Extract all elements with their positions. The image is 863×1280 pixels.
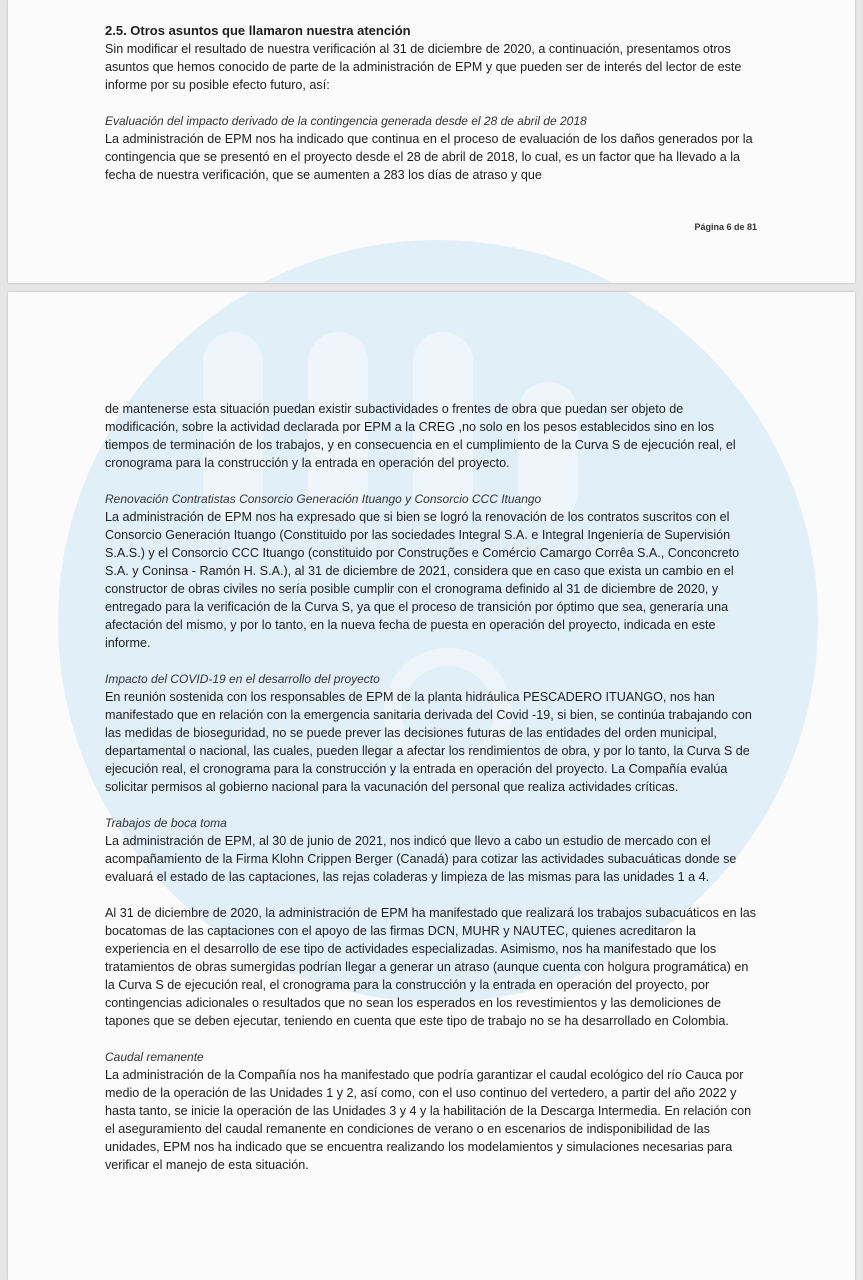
- subsection-text-covid: En reunión sostenida con los responsables de EPM de la planta hidráulica PESCADERO ITUANGO, nos han manifestado que en relación con la emergencia sanitaria derivada del Covid -19, si bien, se continúa trabajando con las medidas de bioseguridad, no se puede prever las decisiones futuras de las entidades del orden municipal, departamental o nacional, las cuales, pueden llegar a afectar los rendimientos de obra, y por lo tanto, la Curva S de ejecución real, el cronograma para la construcción y la entrada en operación del proyecto. La Compañía evalúa solicitar permisos al gobierno nacional para la vacunación del personal que realiza actividades críticas.: [105, 690, 752, 794]
- document-page-7: [8, 292, 855, 1280]
- subsection-title-covid: Impacto del COVID-19 en el desarrollo del proyecto: [105, 672, 380, 686]
- subsection-text-caudal: La administración de la Compañía nos ha manifestado que podría garantizar el caudal ecológico del río Cauca por medio de la operación de las Unidades 1 y 2, así como, con el uso continuo del vertedero, a partir del año 2022 y hasta tanto, se inicie la operación de las Unidades 3 y 4 y la habilitación de la Descarga Intermedia. En relación con el aseguramiento del caudal remanente en condiciones de verano o en escenarios de indisponibilidad de las unidades, EPM nos ha indicado que se encuentra realizando los modelamientos y simulaciones necesarias para verificar el manejo de esta situación.: [105, 1068, 752, 1172]
- subsection-text-bocatoma-2: Al 31 de diciembre de 2020, la administración de EPM ha manifestado que realizará los trabajos subacuáticos en las bocatomas de las captaciones con el apoyo de las firmas DCN, MUHR y NAUTEC, quienes acreditaron la experiencia en el desarrollo de ese tipo de actividades especializadas. Asimismo, nos ha manifestado que los tratamientos de obras sumergidas podrían llegar a generar un atraso (aunque cuenta con holgura programática) en la Curva S de ejecución real, el cronograma para la construcción y la entrada en operación del proyecto, por contingencias adicionales o resultados que no sean los esperados en los revestimientos y las demoliciones de tapones que se deben ejecutar, teniendo en cuenta que este tipo de trabajo no se ha desarrollado en Colombia.: [105, 906, 757, 1028]
- page2-content: [105, 400, 760, 1174]
- page-number: Página 6 de 81: [694, 222, 757, 232]
- subsection-title-caudal: Caudal remanente: [105, 1050, 204, 1064]
- document-page-6: [8, 0, 855, 283]
- subsection-title-renovacion: Renovación Contratistas Consorcio Generación Ituango y Consorcio CCC Ituango: [105, 492, 542, 506]
- page1-content: [105, 22, 760, 184]
- subsection-title-bocatoma: Trabajos de boca toma: [105, 816, 227, 830]
- subsection-text-bocatoma-1: La administración de EPM, al 30 de junio de 2021, nos indicó que llevo a cabo un estudio de mercado con el acompañamiento de la Firma Klohn Crippen Berger (Canadá) para cotizar las actividades subacuáticas donde se evaluará el estado de las captaciones, las rejas coladeras y limpieza de las mismas para las unidades 1 a 4.: [105, 834, 737, 884]
- continuation-text: de mantenerse esta situación puedan existir subactividades o frentes de obra que puedan ser objeto de modificación, sobre la actividad declarada por EPM a la CREG ,no solo en los pesos establecidos sino en los tiempos de terminación de los trabajos, y en consecuencia en el cumplimiento de la Curva S de ejecución real, el cronograma para la construcción y la entrada en operación del proyecto.: [105, 402, 736, 470]
- subsection-text-impacto: La administración de EPM nos ha indicado que continua en el proceso de evaluación de los daños generados por la contingencia que se presentó en el proyecto desde el 28 de abril de 2018, lo cual, es un factor que ha llevado a la fecha de nuestra verificación, que se aumenten a 283 los días de atraso y que: [105, 132, 753, 182]
- subsection-text-renovacion: La administración de EPM nos ha expresado que si bien se logró la renovación de los contratos suscritos con el Consorcio Generación Ituango (Constituido por las sociedades Integral S.A. e Integral Ingeniería de Supervisión S.A.S.) y el Consorcio CCC Ituango (constituido por Construções e Comércio Camargo Corrêa S.A., Conconcreto S.A. y Coninsa - Ramón H. S.A.), al 31 de diciembre de 2021, considera que en caso que exista un cambio en el constructor de obras civiles no sería posible cumplir con el cronograma definido al 31 de diciembre de 2020, y entregado para la verificación de la Curva S, ya que el proceso de transición por óptimo que sea, generaría una afectación del mismo, y por lo tanto, en la nueva fecha de puesta en operación del proyecto, indicada en este informe.: [105, 510, 740, 650]
- subsection-title-impacto: Evaluación del impacto derivado de la contingencia generada desde el 28 de abril de 2018: [105, 114, 587, 128]
- section-heading: 2.5. Otros asuntos que llamaron nuestra atención: [105, 23, 411, 38]
- section-intro: Sin modificar el resultado de nuestra verificación al 31 de diciembre de 2020, a continuación, presentamos otros asuntos que hemos conocido de parte de la administración de EPM y que pueden ser de interés del lector de este informe por su posible efecto futuro, así:: [105, 42, 742, 92]
